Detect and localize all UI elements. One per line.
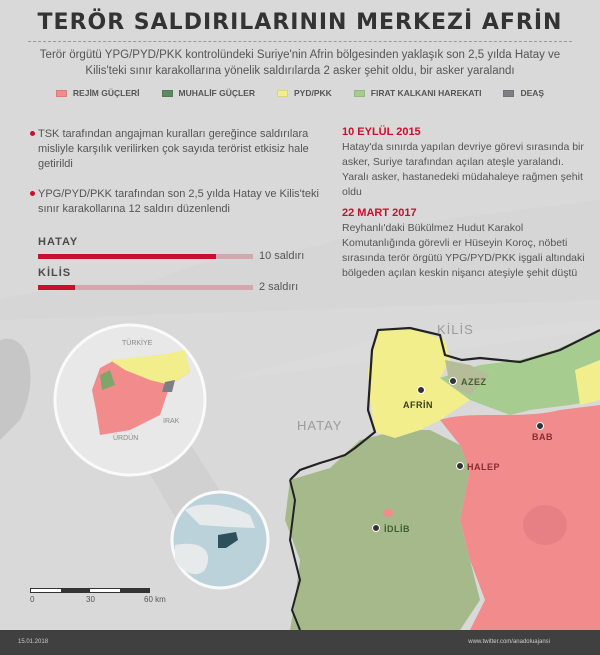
city-dot-icon	[536, 422, 544, 430]
page-title: TERÖR SALDIRILARININ MERKEZİ AFRİN	[37, 10, 563, 35]
region-label-hatay: HATAY	[297, 418, 343, 433]
scale-labels	[30, 595, 180, 607]
city-dot-icon	[417, 386, 425, 394]
legend-item-pyd	[277, 88, 332, 98]
legend-item-rejim	[56, 88, 140, 98]
city-label-bab: BAB	[532, 432, 553, 442]
legend-item-deas	[503, 88, 544, 98]
bar-value-kilis: 2 saldırı	[259, 281, 299, 293]
bar-row-kilis	[38, 280, 308, 294]
city-marker-azez	[449, 377, 457, 387]
city-dot-icon	[372, 524, 380, 532]
region-label-kilis: KİLİS	[437, 322, 474, 337]
legend-swatch	[162, 90, 173, 97]
inset-label-iraq: IRAK	[163, 418, 180, 425]
city-dot-icon	[456, 462, 464, 470]
bullet-item: TSK tarafından angajman kuralları gereğince saldırılara misliyle karşılık verilirken çok sayıda terörist etkisiz hale getirildi	[30, 127, 320, 172]
footer	[0, 630, 600, 655]
inset-label-jordan: ÜRDÜN	[113, 435, 139, 442]
bar-row-hatay	[38, 249, 308, 263]
legend-label: PYD/PKK	[294, 88, 332, 98]
map-scale	[30, 588, 180, 607]
event-timeline	[342, 125, 592, 287]
legend-swatch	[354, 90, 365, 97]
scale-label-30: 30	[86, 595, 95, 604]
city-label-idlib: İDLİB	[384, 524, 410, 534]
bullet-item: YPG/PYD/PKK tarafından son 2,5 yılda Hatay ve Kilis'teki sınır karakollarına 12 saldırı düzenlendi	[30, 187, 320, 217]
event-date: 10 EYLÜL 2015	[342, 126, 421, 138]
inset-label-turkey: TÜRKİYE	[122, 340, 153, 347]
city-marker-halep	[456, 462, 464, 472]
bullet-list	[30, 127, 320, 232]
bar-label-kilis: KİLİS	[38, 267, 72, 279]
title-divider	[28, 41, 572, 42]
legend-swatch	[503, 90, 514, 97]
legend-item-muhalif	[162, 88, 256, 98]
legend-item-firat	[354, 88, 482, 98]
legend-label: REJİM GÜÇLERİ	[72, 88, 140, 98]
legend-label: FIRAT KALKANI HAREKATI	[370, 88, 482, 98]
footer-twitter-link[interactable]: www.twitter.com/anadoluajansi	[468, 639, 550, 645]
event-text: Reyhanlı'daki Bükülmez Hudut Karakol Komutanlığında görevli er Hüseyin Koroç, nöbeti sırasında terör örgütü YPG/PYD/PKK işgali altındaki bölgeden açılan keskin nişancı ateşiyle şehit düştü	[342, 222, 585, 279]
subtitle: Terör örgütü YPG/PYD/PKK kontrolündeki Suriye'nin Afrin bölgesinden yaklaşık son 2,5 yılda Hatay ve Kilis'teki sınır karakollarına yönelik saldırılarda 2 asker şehit oldu, bir asker yaralandı	[39, 49, 561, 77]
city-label-azez: AZEZ	[461, 377, 487, 387]
city-marker-bab	[536, 422, 544, 432]
legend-swatch	[277, 90, 288, 97]
bar-value-hatay: 10 saldırı	[259, 250, 305, 262]
event-date: 22 MART 2017	[342, 207, 417, 219]
city-label-halep: HALEP	[467, 462, 501, 472]
footer-date: 15.01.2018	[18, 639, 49, 645]
city-marker-afrin	[411, 386, 425, 396]
legend-swatch	[56, 90, 67, 97]
bar-fill-hatay	[38, 254, 216, 259]
city-dot-icon	[449, 377, 457, 385]
event-text: Hatay'da sınırda yapılan devriye görevi sırasında bir asker, Suriye tarafından açılan ateşle yaralandı. Yaralı asker, hastanedeki müdahaleye rağmen şehit oldu	[342, 141, 584, 198]
attack-bar-chart	[38, 236, 308, 298]
scale-bar	[30, 588, 150, 593]
city-marker-idlib	[372, 524, 380, 534]
bar-fill-kilis	[38, 285, 75, 290]
bar-track	[38, 285, 253, 290]
legend	[0, 88, 600, 98]
bar-track	[38, 254, 253, 259]
scale-label-60: 60 km	[144, 595, 166, 604]
legend-label: MUHALİF GÜÇLER	[178, 88, 255, 98]
legend-label: DEAŞ	[520, 88, 545, 98]
bar-label-hatay: HATAY	[38, 236, 79, 248]
scale-label-0: 0	[30, 595, 35, 604]
city-label-afrin: AFRİN	[403, 400, 433, 410]
